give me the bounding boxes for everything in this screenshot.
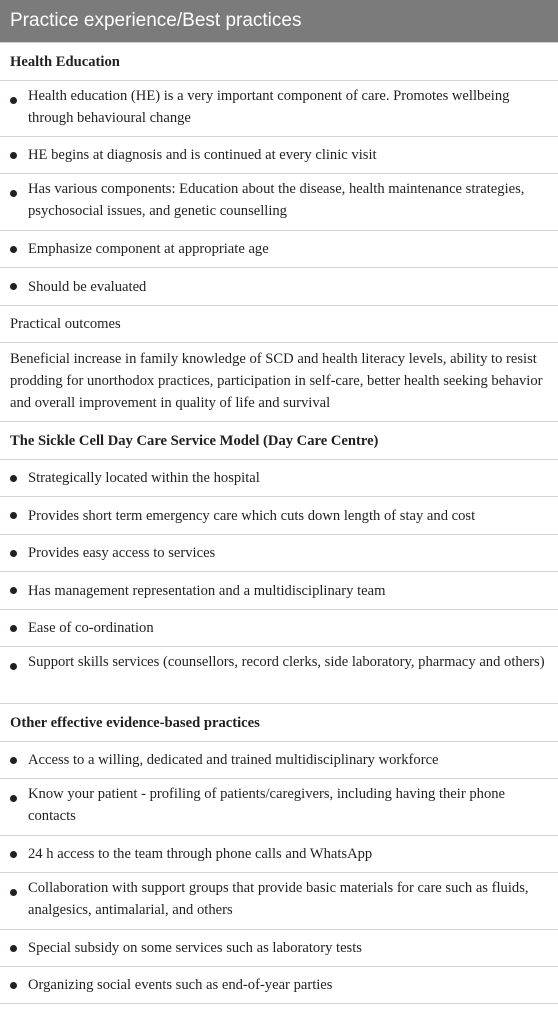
- list-item: Special subsidy on some services such as laboratory tests: [0, 930, 558, 967]
- list-item: Support skills services (counsellors, record clerks, side laboratory, pharmacy and others): [0, 647, 558, 704]
- list-item: Strategically located within the hospital: [0, 460, 558, 497]
- bullet-icon: [10, 190, 17, 197]
- table-title: Practice experience/Best practices: [10, 10, 302, 31]
- bullet-icon: [10, 152, 17, 159]
- list-item: Access to a willing, dedicated and trained multidisciplinary workforce: [0, 742, 558, 779]
- bullet-icon: [10, 663, 17, 670]
- list-item: HE begins at diagnosis and is continued at every clinic visit: [0, 137, 558, 174]
- list-item: Should be evaluated: [0, 268, 558, 306]
- section-heading-other-practices: Other effective evidence-based practices: [0, 704, 558, 742]
- bullet-icon: [10, 851, 17, 858]
- bullet-icon: [10, 550, 17, 557]
- bullet-icon: [10, 587, 17, 594]
- list-item: Health education (HE) is a very important component of care. Promotes wellbeing through behavioural change: [0, 81, 558, 137]
- list-item: Provides short term emergency care which cuts down length of stay and cost: [0, 497, 558, 535]
- list-item: Has various components: Education about the disease, health maintenance strategies, psychosocial issues, and genetic counselling: [0, 174, 558, 231]
- bullet-icon: [10, 795, 17, 802]
- list-item: Collaboration with support groups that provide basic materials for care such as fluids, analgesics, antimalarial, and others: [0, 873, 558, 930]
- bullet-icon: [10, 283, 17, 290]
- bullet-icon: [10, 625, 17, 632]
- list-item: Organizing social events such as end-of-year parties: [0, 967, 558, 1004]
- section-heading-health-education: Health Education: [0, 43, 558, 81]
- bullet-icon: [10, 757, 17, 764]
- bullet-icon: [10, 889, 17, 896]
- bullet-icon: [10, 512, 17, 519]
- list-item: Ease of co-ordination: [0, 610, 558, 647]
- bullet-icon: [10, 246, 17, 253]
- bullet-icon: [10, 97, 17, 104]
- practical-outcomes-text: Beneficial increase in family knowledge of SCD and health literacy levels, ability to resist prodding for unorthodox practices, participation in self-care, better health seeking behavior and overall improvement in quality of life and survival: [0, 343, 558, 422]
- practical-outcomes-label: Practical outcomes: [0, 306, 558, 343]
- bullet-icon: [10, 945, 17, 952]
- bullet-icon: [10, 982, 17, 989]
- table-header: [0, 0, 558, 43]
- list-item: Provides easy access to services: [0, 535, 558, 572]
- list-item: Has management representation and a multidisciplinary team: [0, 572, 558, 610]
- section-heading-day-care: The Sickle Cell Day Care Service Model (Day Care Centre): [0, 422, 558, 460]
- bullet-icon: [10, 475, 17, 482]
- list-item: Emphasize component at appropriate age: [0, 231, 558, 268]
- list-item: Know your patient - profiling of patients/caregivers, including having their phone contacts: [0, 779, 558, 836]
- list-item: 24 h access to the team through phone calls and WhatsApp: [0, 836, 558, 873]
